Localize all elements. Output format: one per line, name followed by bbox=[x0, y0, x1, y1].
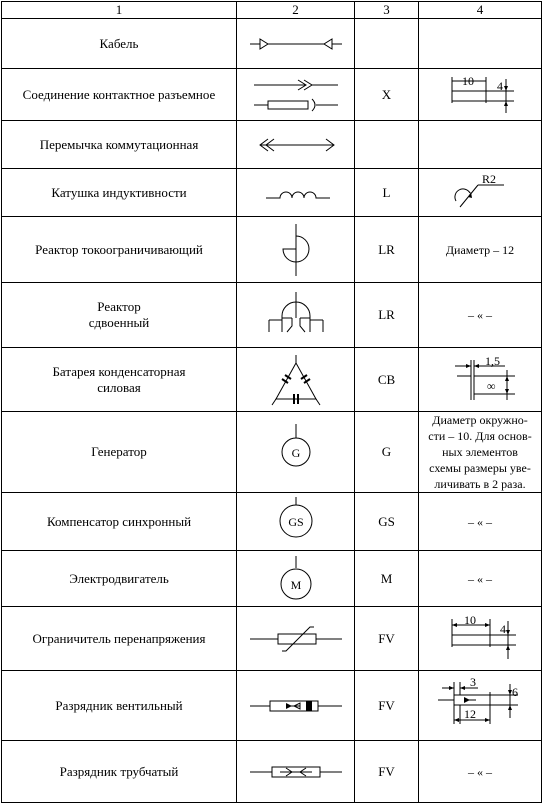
inductor-coil-symbol-icon bbox=[246, 183, 346, 203]
row-dimension bbox=[419, 607, 542, 671]
row-name: Электродвигатель bbox=[2, 551, 237, 607]
row-code: X bbox=[355, 69, 419, 121]
row-name: Соединение контактное разъемное bbox=[2, 69, 237, 121]
row-name: Перемычка коммутационная bbox=[2, 121, 237, 169]
row-dimension: – « – bbox=[419, 551, 542, 607]
row-dimension: – « – bbox=[419, 741, 542, 803]
row-symbol bbox=[237, 169, 355, 217]
generator-symbol-label: G bbox=[291, 446, 300, 460]
dim-label-r2: R2 bbox=[482, 174, 497, 186]
electric-motor-symbol-icon bbox=[266, 554, 326, 604]
generator-symbol-icon bbox=[266, 422, 326, 482]
row-name bbox=[2, 348, 237, 412]
row-code: FV bbox=[355, 607, 419, 671]
symbols-table bbox=[1, 1, 542, 803]
row-dimension: – « – bbox=[419, 493, 542, 551]
row-name: Генератор bbox=[2, 412, 237, 493]
table-row bbox=[2, 217, 542, 283]
row-name-text: Реактор сдвоенный bbox=[88, 299, 150, 330]
table-header-row bbox=[2, 2, 542, 19]
radius-dimension-drawing-icon bbox=[440, 175, 520, 211]
valve-arrester-symbol-icon bbox=[246, 694, 346, 718]
plug-connection-symbol-icon bbox=[246, 75, 346, 115]
header-col-2: 2 bbox=[237, 2, 355, 19]
row-name: Реактор токоограничивающий bbox=[2, 217, 237, 283]
row-dimension: – « – bbox=[419, 283, 542, 348]
row-dimension bbox=[419, 121, 542, 169]
header-col-1: 1 bbox=[2, 2, 237, 19]
row-symbol bbox=[237, 671, 355, 741]
table-row bbox=[2, 19, 542, 69]
table-row bbox=[2, 493, 542, 551]
capacitor-dimension-drawing-icon bbox=[435, 356, 525, 404]
dim-label-infinity: ∞ bbox=[487, 378, 496, 393]
table-row bbox=[2, 348, 542, 412]
row-code bbox=[355, 19, 419, 69]
dim-label-1-5: 1,5 bbox=[485, 355, 500, 368]
row-code: FV bbox=[355, 671, 419, 741]
row-code: FV bbox=[355, 741, 419, 803]
dim-label-4: 4 bbox=[500, 621, 506, 636]
row-dimension bbox=[419, 19, 542, 69]
row-symbol bbox=[237, 283, 355, 348]
row-name: Разрядник вентильный bbox=[2, 671, 237, 741]
header-col-4: 4 bbox=[419, 2, 542, 19]
compensator-symbol-label: GS bbox=[287, 514, 304, 529]
row-code: LR bbox=[355, 217, 419, 283]
table-row bbox=[2, 551, 542, 607]
dim-label-10: 10 bbox=[462, 73, 474, 88]
row-symbol bbox=[237, 607, 355, 671]
table-row bbox=[2, 169, 542, 217]
row-symbol bbox=[237, 69, 355, 121]
limiter-dimension-drawing-icon bbox=[438, 615, 522, 663]
row-code: M bbox=[355, 551, 419, 607]
row-name: Ограничитель перенапряжения bbox=[2, 607, 237, 671]
row-symbol bbox=[237, 493, 355, 551]
row-code: CB bbox=[355, 348, 419, 412]
row-dimension bbox=[419, 348, 542, 412]
row-dimension bbox=[419, 69, 542, 121]
row-code: G bbox=[355, 412, 419, 493]
table-row bbox=[2, 69, 542, 121]
row-code: GS bbox=[355, 493, 419, 551]
cable-symbol-icon bbox=[246, 34, 346, 54]
tube-arrester-symbol-icon bbox=[246, 760, 346, 784]
row-symbol bbox=[237, 412, 355, 493]
synchronous-compensator-symbol-icon bbox=[266, 497, 326, 547]
dim-label-6: 6 bbox=[512, 684, 518, 699]
row-dimension bbox=[419, 671, 542, 741]
table-row bbox=[2, 741, 542, 803]
row-name: Разрядник трубчатый bbox=[2, 741, 237, 803]
row-symbol bbox=[237, 217, 355, 283]
dim-label-3: 3 bbox=[470, 677, 476, 689]
header-col-3: 3 bbox=[355, 2, 419, 19]
table-row bbox=[2, 607, 542, 671]
surge-limiter-symbol-icon bbox=[246, 619, 346, 659]
table-row bbox=[2, 283, 542, 348]
row-dimension bbox=[419, 169, 542, 217]
row-symbol bbox=[237, 121, 355, 169]
row-symbol bbox=[237, 551, 355, 607]
connector-dimension-drawing-icon bbox=[440, 73, 520, 117]
row-name bbox=[2, 283, 237, 348]
row-code bbox=[355, 121, 419, 169]
dim-label-4: 4 bbox=[497, 78, 503, 93]
row-code: L bbox=[355, 169, 419, 217]
motor-symbol-label: M bbox=[290, 577, 301, 592]
row-name: Катушка индуктивности bbox=[2, 169, 237, 217]
row-symbol bbox=[237, 741, 355, 803]
table-row bbox=[2, 121, 542, 169]
jumper-symbol-icon bbox=[246, 135, 346, 155]
row-dimension: Диаметр – 12 bbox=[419, 217, 542, 283]
row-dimension-note: Диаметр окружно- сти – 10. Для основ- ных элементов схемы размеры уве- личивать в 2 раза. bbox=[419, 412, 542, 493]
row-symbol bbox=[237, 348, 355, 412]
row-name-text: Батарея конденсаторная силовая bbox=[52, 363, 186, 395]
dim-label-12: 12 bbox=[464, 706, 476, 721]
row-name: Кабель bbox=[2, 19, 237, 69]
row-name: Компенсатор синхронный bbox=[2, 493, 237, 551]
dual-reactor-symbol-icon bbox=[261, 290, 331, 340]
arrester-dimension-drawing-icon bbox=[434, 678, 526, 734]
dim-label-10: 10 bbox=[464, 614, 476, 627]
row-symbol bbox=[237, 19, 355, 69]
table-row bbox=[2, 412, 542, 493]
current-limiting-reactor-icon bbox=[266, 222, 326, 278]
row-code: LR bbox=[355, 283, 419, 348]
capacitor-bank-symbol-icon bbox=[266, 353, 326, 407]
table-row bbox=[2, 671, 542, 741]
